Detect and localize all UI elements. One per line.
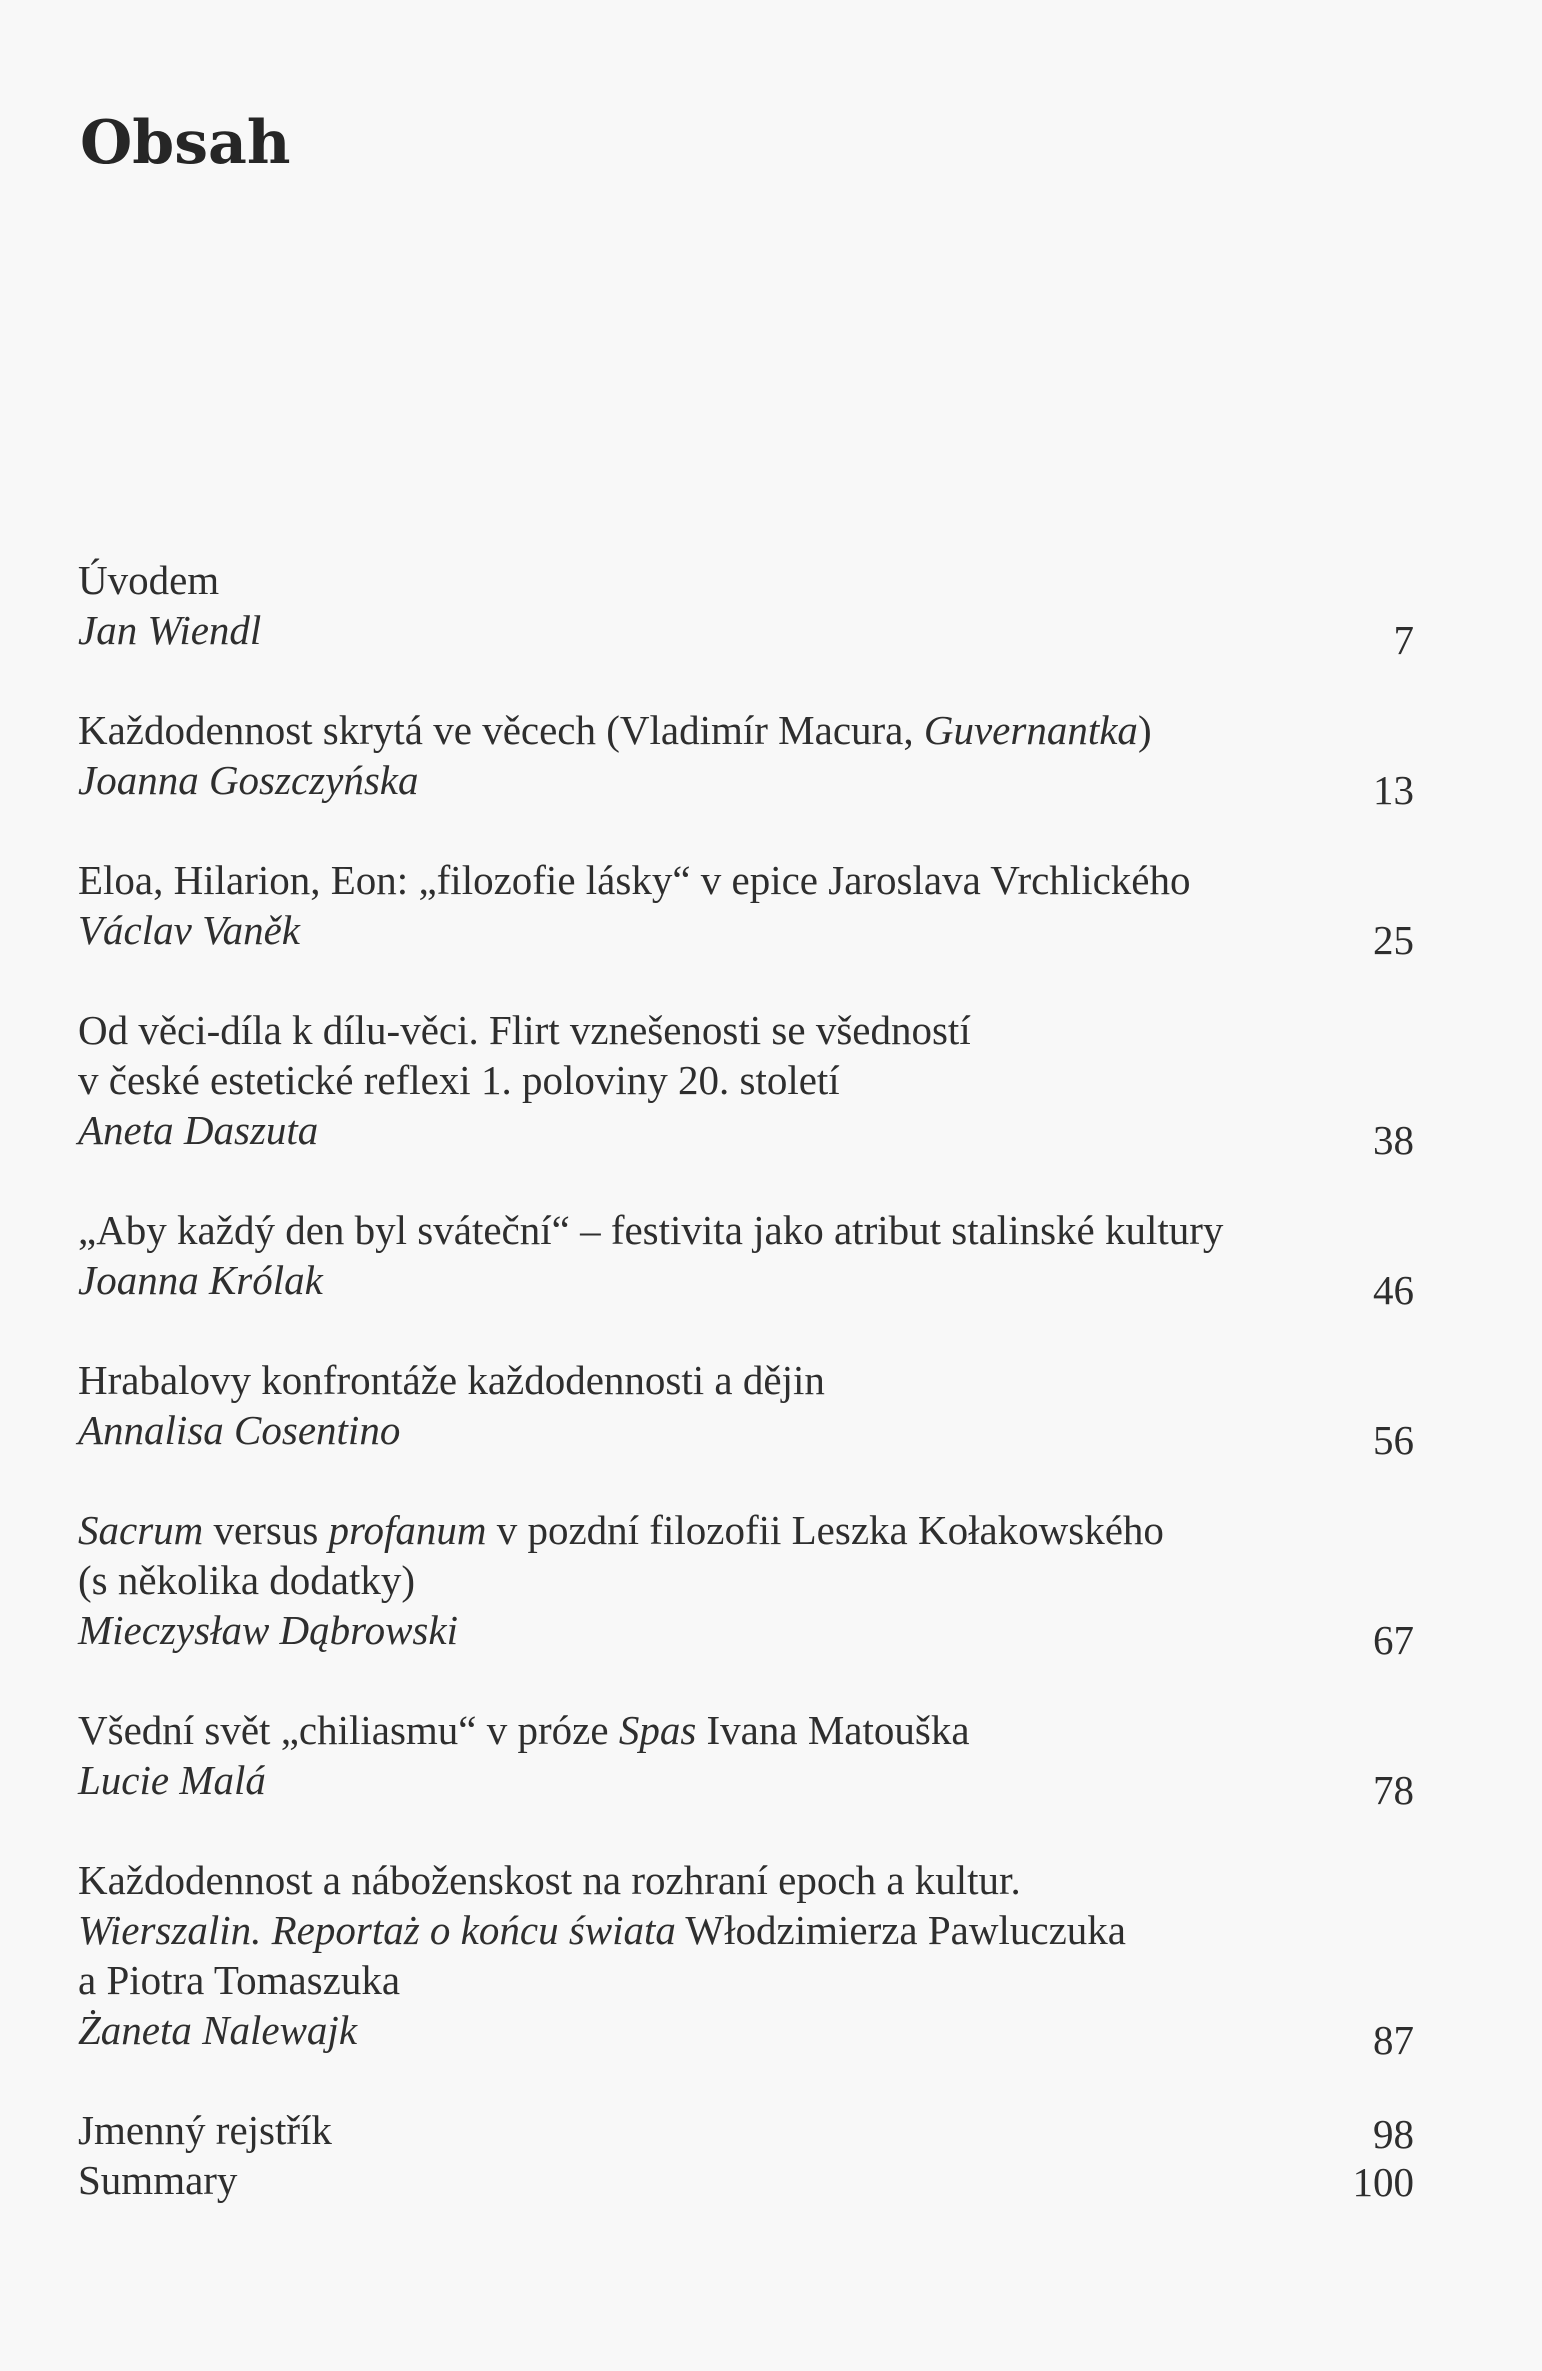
toc-entry[interactable] [78, 1505, 1414, 1663]
entry-title-line [78, 1505, 1414, 1555]
entry-title-text: (s několika dodatky) [78, 1557, 416, 1603]
toc-entry[interactable] [78, 1205, 1414, 1313]
entry-page-number: 13 [1373, 767, 1414, 813]
entry-page-number: 7 [1393, 617, 1414, 663]
back-matter-page-number: 100 [1352, 2159, 1414, 2205]
entry-title-text: Hrabalovy konfrontáže každodennosti a dějin [78, 1357, 825, 1403]
entry-page-number: 87 [1373, 2017, 1414, 2063]
toc-entry[interactable] [78, 1705, 1414, 1813]
entry-title-line [78, 1905, 1414, 1955]
entry-author: Żaneta Nalewajk [78, 2007, 358, 2053]
entry-title-text: „Aby každý den byl sváteční“ – festivita jako atribut stalinské kultury [78, 1207, 1224, 1253]
entry-title-text: Eloa, Hilarion, Eon: „filozofie lásky“ v epice Jaroslava Vrchlického [78, 857, 1191, 903]
entry-author: Jan Wiendl [78, 607, 262, 653]
entry-title-line [78, 855, 1414, 905]
entry-title-text: Každodennost a náboženskost na rozhraní epoch a kultur. [78, 1857, 1021, 1903]
entry-title-italic: Spas [618, 1707, 697, 1753]
back-matter [78, 2105, 1414, 2205]
entry-page-number: 78 [1373, 1767, 1414, 1813]
entry-title-line [78, 1005, 1414, 1055]
entry-author: Annalisa Cosentino [78, 1407, 401, 1453]
entry-page-number: 25 [1373, 917, 1414, 963]
page-title: Obsah [80, 108, 291, 178]
entry-title-line [78, 1705, 1414, 1755]
entry-title-line [78, 1855, 1414, 1905]
toc-entry[interactable] [78, 1855, 1414, 2063]
back-matter-label: Jmenný rejstřík [78, 2107, 332, 2153]
table-of-contents [78, 555, 1414, 2205]
entry-author: Mieczysław Dąbrowski [78, 1607, 458, 1653]
entry-author: Joanna Królak [78, 1257, 323, 1303]
entry-title-line [78, 1205, 1414, 1255]
entry-title-text: Od věci-díla k dílu-věci. Flirt vznešenosti se všedností [78, 1007, 971, 1053]
entry-title-text: Ivana Matouška [696, 1707, 970, 1753]
entry-author: Václav Vaněk [78, 907, 300, 953]
entry-page-number: 38 [1373, 1117, 1414, 1163]
entry-title-italic: Guvernantka [923, 707, 1138, 753]
toc-entry[interactable] [78, 1005, 1414, 1163]
entry-title-text: a Piotra Tomaszuka [78, 1957, 401, 2003]
entry-title-line [78, 705, 1414, 755]
entry-title-text: ) [1137, 707, 1152, 753]
entry-page-number: 46 [1373, 1267, 1414, 1313]
entry-author: Joanna Goszczyńska [78, 757, 419, 803]
back-matter-page-number: 98 [1373, 2111, 1414, 2157]
entry-title-italic: Sacrum [78, 1507, 204, 1553]
entry-title-text: v české estetické reflexi 1. poloviny 20. století [78, 1057, 840, 1103]
entry-author: Lucie Malá [78, 1757, 266, 1803]
toc-entry[interactable] [78, 705, 1414, 813]
entry-title-text: Úvodem [78, 557, 220, 603]
entry-page-number: 67 [1373, 1617, 1414, 1663]
back-matter-label: Summary [78, 2157, 238, 2203]
toc-entry[interactable] [78, 1355, 1414, 1463]
entry-title-line [78, 1955, 1414, 2005]
entry-title-text: v pozdní filozofii Leszka Kołakowského [486, 1507, 1164, 1553]
entry-title-text: Všední svět „chiliasmu“ v próze [78, 1707, 619, 1753]
entry-title-line [78, 1555, 1414, 1605]
entry-title-line [78, 555, 1414, 605]
entry-title-italic: profanum [328, 1507, 487, 1553]
entry-title-text: versus [203, 1507, 329, 1553]
toc-entries [78, 555, 1414, 2063]
entry-title-line [78, 1355, 1414, 1405]
toc-entry[interactable] [78, 855, 1414, 963]
entry-title-italic: Wierszalin. Reportaż o końcu świata [78, 1907, 676, 1953]
entry-title-text: Włodzimierza Pawluczuka [675, 1907, 1126, 1953]
entry-page-number: 56 [1373, 1417, 1414, 1463]
back-matter-entry[interactable] [78, 2155, 1414, 2205]
entry-title-line [78, 1055, 1414, 1105]
toc-entry[interactable] [78, 555, 1414, 663]
back-matter-entry[interactable] [78, 2105, 1414, 2155]
entry-title-text: Každodennost skrytá ve věcech (Vladimír Macura, [78, 707, 924, 753]
entry-author: Aneta Daszuta [78, 1107, 319, 1153]
